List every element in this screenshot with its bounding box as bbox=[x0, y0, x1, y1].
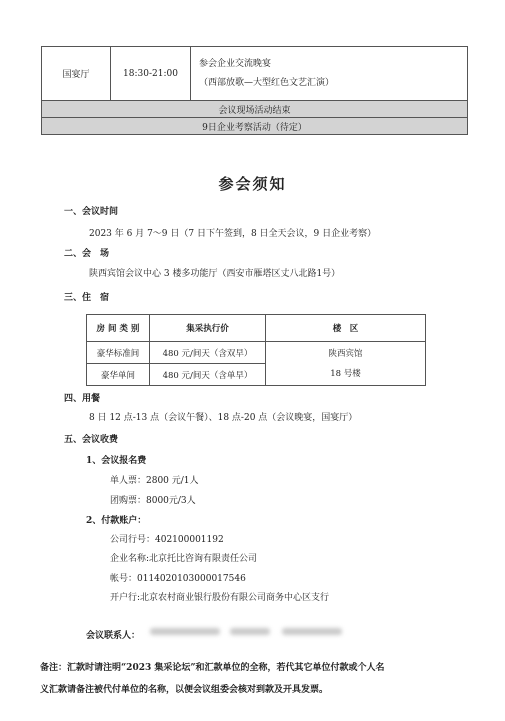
redacted-contact-name bbox=[150, 628, 220, 635]
fee-group: 团购票：8000元/3人 bbox=[110, 496, 196, 506]
lodging-room-type: 豪华标准间 bbox=[87, 342, 150, 364]
section-fees-heading: 五、会议收费 bbox=[64, 435, 119, 445]
lodging-room-type: 豪华单间 bbox=[87, 364, 150, 386]
lodging-header-row bbox=[87, 315, 426, 342]
schedule-row bbox=[42, 47, 468, 101]
schedule-event bbox=[191, 47, 468, 101]
lodging-header-price: 集采执行价 bbox=[150, 315, 266, 342]
lodging-row bbox=[87, 342, 426, 364]
note-line-2: 义汇款请备注被代付单位的名称，以便会议组委会核对到款及开具发票。 bbox=[40, 685, 329, 695]
page-title: 参会须知 bbox=[218, 175, 287, 193]
account-number: 帐号：0114020103000017546 bbox=[110, 574, 246, 584]
lodging-room-price: 480 元/间天（含双早） bbox=[150, 342, 266, 364]
lodging-room-price: 480 元/间天（含单早） bbox=[150, 364, 266, 386]
lodging-table bbox=[86, 314, 426, 386]
section-venue-heading: 二、会 场 bbox=[64, 249, 110, 259]
section-time-text: 2023 年 6 月 7～9 日（7 日下午签到，8 日全天会议，9 日企业考察） bbox=[89, 229, 377, 239]
account-company: 企业名称:北京托比咨询有限责任公司 bbox=[110, 554, 258, 564]
account-bank-code: 公司行号：402100001192 bbox=[110, 535, 224, 545]
account-bank: 开户行:北京农村商业银行股份有限公司商务中心区支行 bbox=[110, 593, 330, 603]
schedule-event-subtitle: （西部放歌—大型红色文艺汇演） bbox=[199, 77, 335, 88]
schedule-event-title: 参会企业交流晚宴 bbox=[199, 58, 272, 69]
schedule-band-end: 会议现场活动结束 bbox=[42, 101, 468, 118]
lodging-header-building: 楼 区 bbox=[266, 315, 426, 342]
section-meals-text: 8 日 12 点-13 点（会议午餐）、18 点-20 点（会议晚宴，国宴厅） bbox=[89, 413, 358, 423]
section-time-heading: 一、会议时间 bbox=[64, 207, 119, 217]
fee-single: 单人票：2800 元/1人 bbox=[110, 476, 199, 486]
contact-label: 会议联系人： bbox=[86, 631, 141, 641]
note-line-1: 备注：汇款时请注明“2023 集采论坛”和汇款单位的全称，若代其它单位付款或个人名 bbox=[40, 663, 385, 673]
lodging-building: 陕西宾馆 18 号楼 bbox=[266, 342, 426, 386]
schedule-band-visit: 9日企业考察活动（待定） bbox=[42, 118, 468, 135]
lodging-header-type: 房 间 类 别 bbox=[87, 315, 150, 342]
account-subheading: 2、付款账户： bbox=[86, 516, 147, 526]
schedule-venue: 国宴厅 bbox=[42, 47, 111, 101]
schedule-time: 18:30-21:00 bbox=[111, 47, 191, 101]
section-meals-heading: 四、用餐 bbox=[64, 394, 101, 404]
fee-subheading: 1、会议报名费 bbox=[86, 456, 147, 466]
section-venue-text: 陕西宾馆会议中心 3 楼多功能厅（西安市雁塔区丈八北路1号） bbox=[89, 269, 341, 279]
redacted-contact-phone bbox=[230, 628, 270, 635]
section-lodging-heading: 三、住 宿 bbox=[64, 293, 110, 303]
redacted-contact-extra bbox=[282, 628, 342, 635]
schedule-table bbox=[41, 46, 468, 135]
